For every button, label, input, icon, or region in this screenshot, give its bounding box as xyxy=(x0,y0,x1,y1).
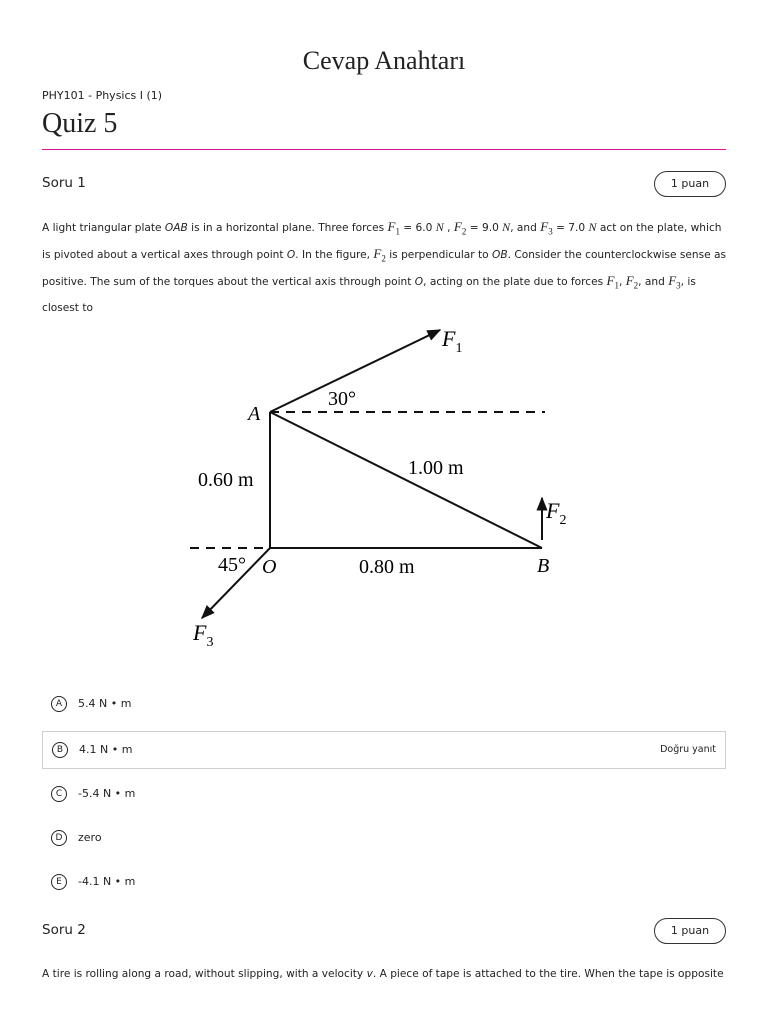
text-run: A tire is rolling along a road, without slipping, with a velocity xyxy=(42,968,367,980)
text-run: , and xyxy=(510,222,541,234)
length-ab-label: 1.00 m xyxy=(408,457,464,479)
course-name: PHY101 - Physics I (1) xyxy=(42,89,163,102)
length-oa-label: 0.60 m xyxy=(198,469,254,491)
math-symbol: F xyxy=(540,219,549,234)
option-letter-badge: B xyxy=(52,742,68,758)
text-run: is in a horizontal plane. Three forces xyxy=(187,222,388,234)
math-f2 xyxy=(453,219,467,237)
text-run: act on the plate, which is pivoted about a vertical axes through point xyxy=(42,222,722,262)
length-ob-label: 0.80 m xyxy=(359,556,415,578)
math-subscript: 2 xyxy=(461,226,467,237)
math-subscript: 2 xyxy=(381,253,386,264)
math-f3 xyxy=(540,219,553,237)
angle-45-label: 45° xyxy=(218,554,246,576)
text-run: , xyxy=(618,276,626,289)
point-o-label: O xyxy=(262,556,277,578)
unit-n: N xyxy=(588,220,597,234)
text-run: , and xyxy=(638,276,669,289)
math-symbol: F xyxy=(373,246,382,262)
question-2-header xyxy=(42,918,726,944)
question-1-points-badge: 1 puan xyxy=(654,171,726,197)
option-b[interactable] xyxy=(42,731,726,769)
question-2-text xyxy=(42,963,732,986)
document-title: Cevap Anahtarı xyxy=(302,46,466,75)
option-a[interactable] xyxy=(42,686,726,724)
option-text: 5.4 N • m xyxy=(78,697,132,710)
question-1-text xyxy=(42,216,732,320)
question-1-label: Soru 1 xyxy=(42,175,86,191)
side-ab xyxy=(270,412,542,548)
correct-answer-label: Doğru yanıt xyxy=(660,744,716,755)
option-c[interactable] xyxy=(42,776,726,814)
question-2-points-badge: 1 puan xyxy=(654,918,726,944)
option-letter-badge: E xyxy=(51,874,67,890)
f2-label: $F_2$ xyxy=(546,498,567,528)
option-letter-badge: A xyxy=(51,696,67,712)
text-run: = 9.0 xyxy=(466,222,503,234)
text-run: , acting on the plate due to forces xyxy=(423,276,607,289)
option-text: 4.1 N • m xyxy=(79,743,133,756)
text-run: OAB xyxy=(164,222,188,234)
option-e[interactable] xyxy=(42,864,726,902)
math-subscript: 3 xyxy=(676,280,681,291)
option-text: zero xyxy=(78,831,102,844)
f3-label: $F_3$ xyxy=(193,620,214,650)
math-subscript: 1 xyxy=(614,280,619,291)
text-run: = 7.0 xyxy=(552,222,589,234)
math-symbol: F xyxy=(625,273,634,289)
option-letter-badge: C xyxy=(51,786,67,802)
text-run: OB xyxy=(492,249,508,262)
math-symbol: F xyxy=(606,273,615,289)
f1-label: $F_1$ xyxy=(442,326,463,356)
point-b-label: B xyxy=(537,555,550,577)
text-run: , is closest to xyxy=(42,276,696,315)
option-text: -5.4 N • m xyxy=(78,787,136,800)
unit-n: N xyxy=(435,220,444,234)
text-run: . A piece of tape is attached to the tire. When the tape is opposite xyxy=(372,968,724,980)
math-symbol: F xyxy=(453,219,462,234)
text-run: . Consider the counterclockwise sense as positive. The sum of the torques about the vertical axis through point xyxy=(42,249,727,289)
math-subscript: 2 xyxy=(633,280,639,291)
math-f1 xyxy=(606,273,619,291)
math-f2 xyxy=(373,246,386,264)
point-a-label: A xyxy=(248,403,261,425)
text-run: v xyxy=(366,968,373,980)
math-subscript: 3 xyxy=(548,226,553,237)
text-run: is perpendicular to xyxy=(385,249,492,262)
math-subscript: 1 xyxy=(395,226,400,237)
angle-30-label: 30° xyxy=(328,388,356,410)
math-f2 xyxy=(625,273,639,291)
title-divider xyxy=(42,149,726,150)
text-run: A light triangular plate xyxy=(42,222,165,234)
math-f3 xyxy=(668,273,681,291)
text-run: = 6.0 xyxy=(399,222,436,234)
math-f1 xyxy=(387,219,400,237)
text-run: O xyxy=(286,249,296,262)
question-2-label: Soru 2 xyxy=(42,922,86,938)
quiz-title: Quiz 5 xyxy=(42,108,118,139)
text-run: , xyxy=(443,222,454,234)
question-1-header xyxy=(42,171,726,197)
option-letter-badge: D xyxy=(51,830,67,846)
text-run: . In the figure, xyxy=(295,249,374,262)
option-text: -4.1 N • m xyxy=(78,875,136,888)
math-symbol: F xyxy=(387,219,396,234)
option-d[interactable] xyxy=(42,820,726,858)
unit-n: N xyxy=(502,220,511,234)
triangle-plate-figure xyxy=(180,318,567,663)
math-symbol: F xyxy=(668,273,677,289)
text-run: O xyxy=(414,276,424,289)
